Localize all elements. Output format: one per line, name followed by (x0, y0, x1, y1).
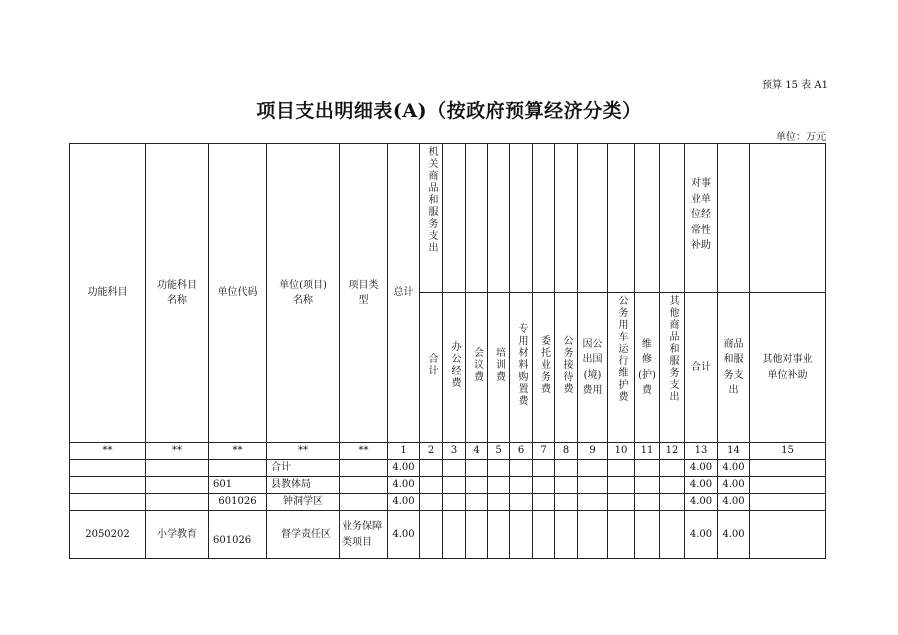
header-g2-goods: 商品和服务支出 (718, 293, 750, 443)
header-materials: 专用材料购置费 (510, 293, 533, 443)
header-total: 总计 (388, 144, 420, 443)
header-maintenance: 维修(护)费 (635, 293, 660, 443)
header-group1: 机关商品和服务支出 (420, 144, 443, 293)
header-reception: 公务接待费 (555, 293, 578, 443)
unit-label: 单位：万元 (776, 132, 826, 143)
table-row: 601 县教体局 4.00 4.00 4.00 (70, 477, 826, 494)
header-project-type: 项目类型 (340, 144, 388, 443)
header-other: 其他商品和服务支出 (660, 293, 685, 443)
header-meeting: 会议费 (466, 293, 488, 443)
header-unit-project: 单位(项目)名称 (267, 144, 340, 443)
budget-table (69, 143, 826, 559)
table-row: 2050202 小学教育 601026 督学责任区 业务保障类项目 4.00 4.00 4.00 (70, 511, 826, 559)
table-row: 合计 4.00 4.00 4.00 (70, 460, 826, 477)
header-office: 办公经费 (443, 293, 466, 443)
header-g2-total: 合计 (685, 293, 718, 443)
header-g1-total: 合计 (420, 293, 443, 443)
index-row: ** ** ** ** ** 1 2 3 4 5 6 7 8 9 10 11 12 13 14 15 (70, 443, 826, 460)
header-unit-code: 单位代码 (209, 144, 267, 443)
header-training: 培训费 (488, 293, 510, 443)
header-abroad: 因公出国(境)费用 (578, 293, 608, 443)
header-commission: 委托业务费 (533, 293, 555, 443)
table-code: 预算 15 表 A1 (762, 80, 828, 91)
header-func-name: 功能科目名称 (146, 144, 209, 443)
header-group2: 对事业单位经常性补助 (685, 144, 718, 293)
page-title: 项目支出明细表(A)（按政府预算经济分类） (256, 100, 642, 122)
table-row: 601026 钟洞学区 4.00 4.00 4.00 (70, 494, 826, 511)
header-g2-other: 其他对事业单位补助 (750, 293, 826, 443)
header-vehicle: 公务用车运行维护费 (608, 293, 635, 443)
header-func-subject: 功能科目 (70, 144, 146, 443)
